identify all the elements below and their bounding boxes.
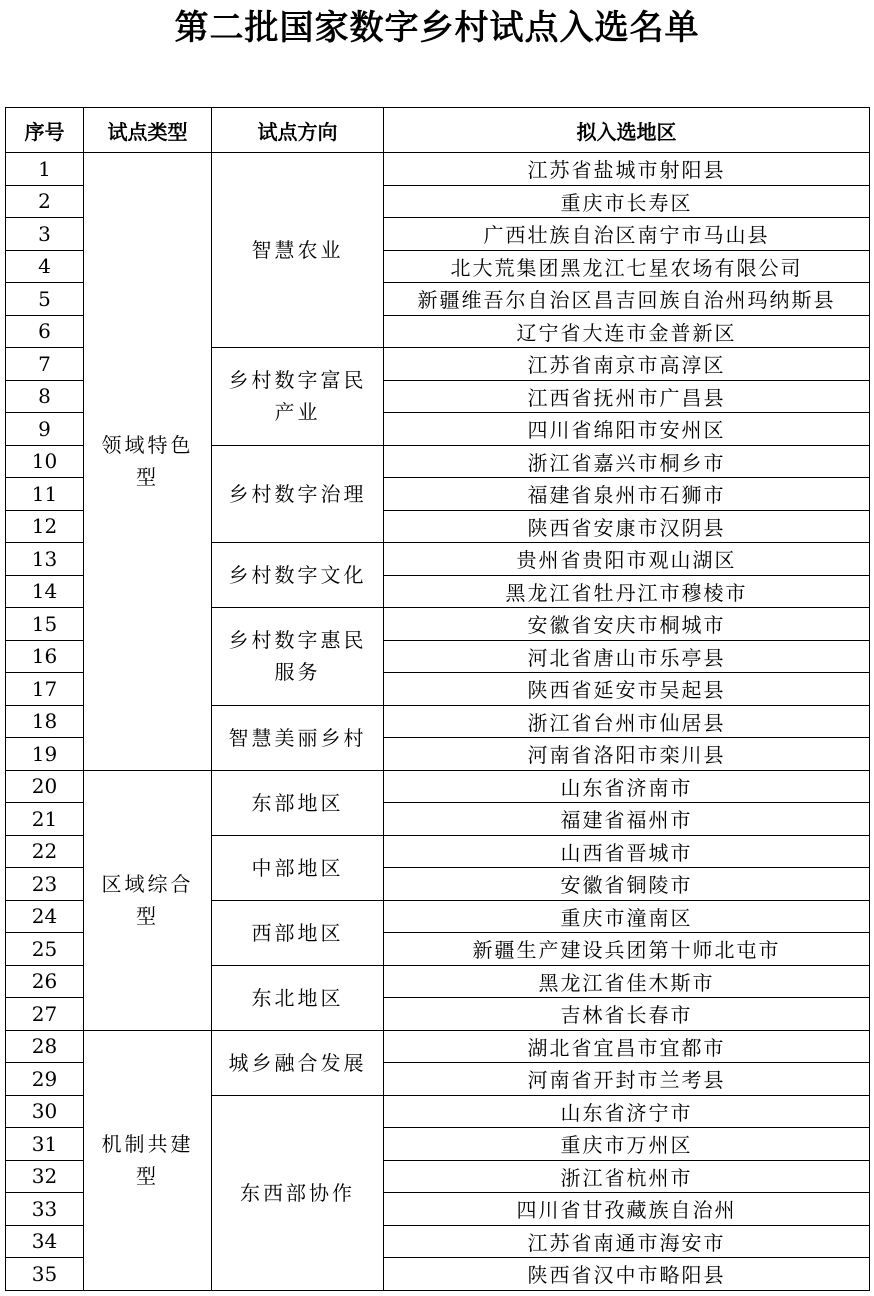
region-cell: 陕西省安康市汉阴县 [384,510,870,543]
row-index: 21 [6,803,84,836]
table-row [6,1030,870,1063]
row-index: 13 [6,543,84,576]
pilot-direction-cell: 东北地区 [212,965,384,1030]
region-cell: 江苏省南京市高淳区 [384,348,870,381]
pilot-type-cell: 领域特色 型 [84,153,212,771]
region-cell: 黑龙江省牡丹江市穆棱市 [384,575,870,608]
row-index: 27 [6,998,84,1031]
row-index: 18 [6,705,84,738]
table-body [6,153,870,1291]
row-index: 33 [6,1193,84,1226]
row-index: 7 [6,348,84,381]
region-cell: 安徽省铜陵市 [384,868,870,901]
header-pilot-type: 试点类型 [84,108,212,153]
row-index: 5 [6,283,84,316]
header-pilot-direction: 试点方向 [212,108,384,153]
table-row [6,770,870,803]
pilot-direction-cell: 城乡融合发展 [212,1030,384,1095]
pilot-direction-cell: 乡村数字惠民 服务 [212,608,384,706]
region-cell: 陕西省延安市吴起县 [384,673,870,706]
row-index: 32 [6,1160,84,1193]
region-cell: 江苏省南通市海安市 [384,1225,870,1258]
region-cell: 福建省福州市 [384,803,870,836]
row-index: 31 [6,1128,84,1161]
pilot-direction-cell: 智慧美丽乡村 [212,705,384,770]
region-cell: 浙江省台州市仙居县 [384,705,870,738]
region-cell: 河南省洛阳市栾川县 [384,738,870,771]
pilot-direction-cell: 东部地区 [212,770,384,835]
row-index: 4 [6,250,84,283]
row-index: 9 [6,413,84,446]
region-cell: 四川省甘孜藏族自治州 [384,1193,870,1226]
region-cell: 广西壮族自治区南宁市马山县 [384,218,870,251]
row-index: 17 [6,673,84,706]
region-cell: 浙江省杭州市 [384,1160,870,1193]
row-index: 28 [6,1030,84,1063]
row-index: 3 [6,218,84,251]
pilot-direction-cell: 西部地区 [212,900,384,965]
region-cell: 黑龙江省佳木斯市 [384,965,870,998]
row-index: 2 [6,185,84,218]
region-cell: 江西省抚州市广昌县 [384,380,870,413]
header-region: 拟入选地区 [384,108,870,153]
pilot-direction-cell: 乡村数字治理 [212,445,384,543]
region-cell: 重庆市潼南区 [384,900,870,933]
row-index: 8 [6,380,84,413]
region-cell: 山西省晋城市 [384,835,870,868]
row-index: 24 [6,900,84,933]
region-cell: 贵州省贵阳市观山湖区 [384,543,870,576]
row-index: 19 [6,738,84,771]
row-index: 1 [6,153,84,186]
region-cell: 河北省唐山市乐亭县 [384,640,870,673]
region-cell: 四川省绵阳市安州区 [384,413,870,446]
region-cell: 河南省开封市兰考县 [384,1063,870,1096]
region-cell: 辽宁省大连市金普新区 [384,315,870,348]
row-index: 35 [6,1258,84,1291]
row-index: 30 [6,1095,84,1128]
row-index: 6 [6,315,84,348]
row-index: 15 [6,608,84,641]
region-cell: 吉林省长春市 [384,998,870,1031]
region-cell: 江苏省盐城市射阳县 [384,153,870,186]
region-cell: 北大荒集团黑龙江七星农场有限公司 [384,250,870,283]
region-cell: 重庆市万州区 [384,1128,870,1161]
row-index: 16 [6,640,84,673]
pilot-type-cell: 区域综合 型 [84,770,212,1030]
region-cell: 新疆维吾尔自治区昌吉回族自治州玛纳斯县 [384,283,870,316]
pilot-direction-cell: 东西部协作 [212,1095,384,1290]
row-index: 20 [6,770,84,803]
region-cell: 湖北省宜昌市宜都市 [384,1030,870,1063]
page-title: 第二批国家数字乡村试点入选名单 [174,8,700,48]
region-cell: 安徽省安庆市桐城市 [384,608,870,641]
region-cell: 浙江省嘉兴市桐乡市 [384,445,870,478]
row-index: 14 [6,575,84,608]
region-cell: 山东省济宁市 [384,1095,870,1128]
row-index: 34 [6,1225,84,1258]
row-index: 22 [6,835,84,868]
pilot-list-table [5,107,870,1291]
table-header-row [6,108,870,153]
row-index: 12 [6,510,84,543]
row-index: 29 [6,1063,84,1096]
region-cell: 陕西省汉中市略阳县 [384,1258,870,1291]
pilot-direction-cell: 中部地区 [212,835,384,900]
row-index: 26 [6,965,84,998]
row-index: 25 [6,933,84,966]
region-cell: 新疆生产建设兵团第十师北屯市 [384,933,870,966]
row-index: 11 [6,478,84,511]
region-cell: 重庆市长寿区 [384,185,870,218]
header-index: 序号 [6,108,84,153]
pilot-direction-cell: 智慧农业 [212,153,384,348]
pilot-type-cell: 机制共建 型 [84,1030,212,1290]
region-cell: 福建省泉州市石狮市 [384,478,870,511]
row-index: 23 [6,868,84,901]
region-cell: 山东省济南市 [384,770,870,803]
table-row [6,153,870,186]
row-index: 10 [6,445,84,478]
pilot-direction-cell: 乡村数字文化 [212,543,384,608]
pilot-direction-cell: 乡村数字富民 产业 [212,348,384,446]
